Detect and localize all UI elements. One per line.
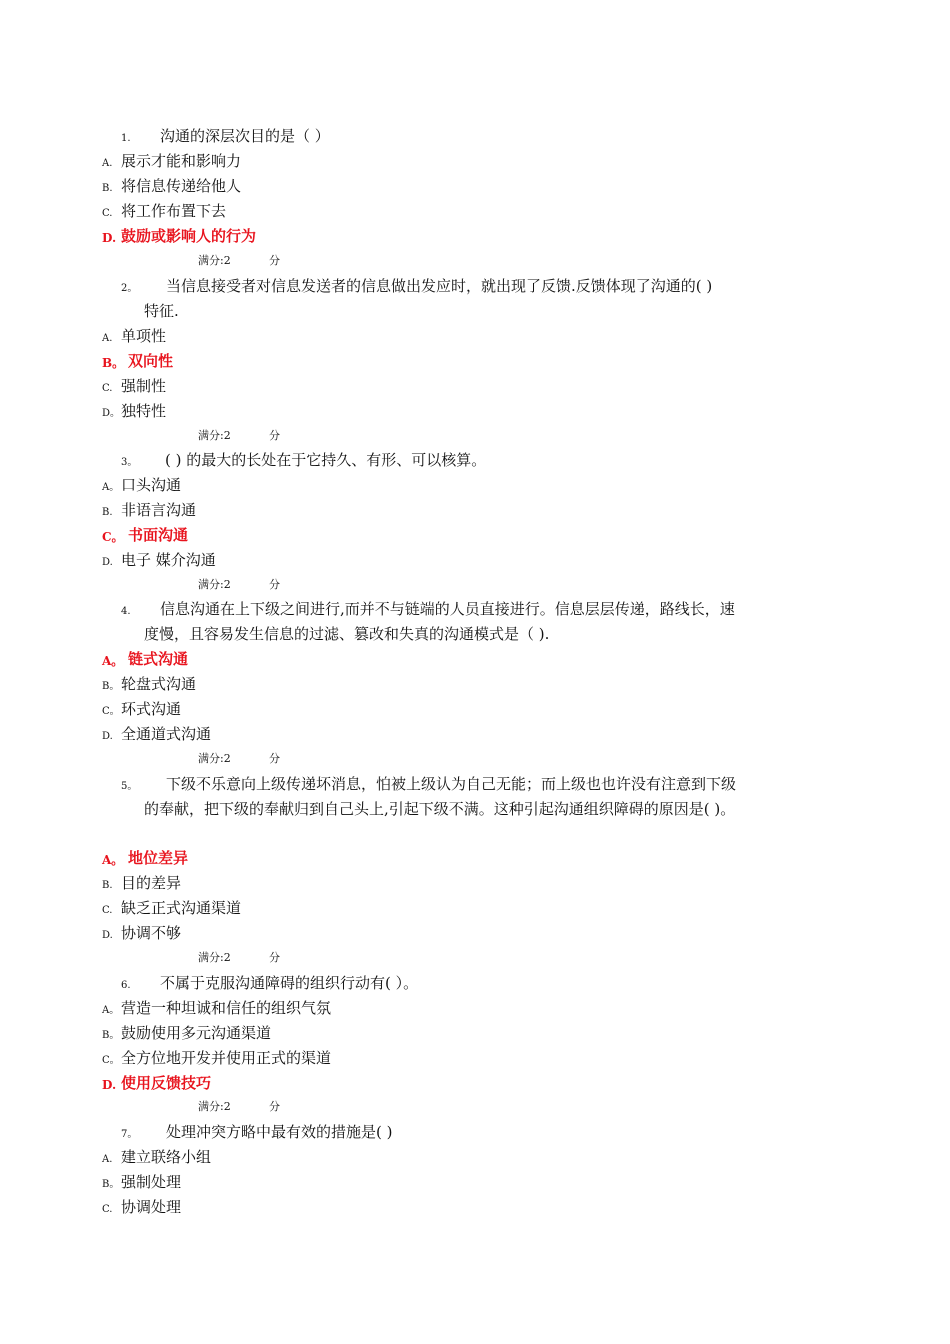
score-label: 满分:2 <box>198 578 231 591</box>
score-label: 满分:2 <box>198 1100 231 1113</box>
option-text: 展示才能和影响力 <box>121 152 242 170</box>
option-text: 全通道式沟通 <box>121 725 212 743</box>
option-text: 协调处理 <box>121 1198 182 1216</box>
option-letter: A. <box>102 1154 113 1165</box>
option-letter: B. <box>102 507 113 518</box>
question-text: ( ) 的最大的长处在于它持久、有形、可以核算。 <box>165 451 487 469</box>
option-letter: B。 <box>102 1179 120 1190</box>
option-letter: D. <box>102 930 113 941</box>
question-text: 沟通的深层次目的是（ ） <box>160 127 330 145</box>
question-text-continued: 的奉献，把下级的奉献归到自己头上,引起下级不满。这种引起沟通组织障碍的原因是( )。 <box>144 800 736 818</box>
option-letter: A. <box>102 333 113 344</box>
option-text: 鼓励使用多元沟通渠道 <box>121 1024 272 1042</box>
score-label: 满分:2 <box>198 254 231 267</box>
option-text: 营造一种坦诚和信任的组织气氛 <box>121 999 332 1017</box>
question-text-continued: 度慢，且容易发生信息的过滤、篡改和失真的沟通模式是（ ). <box>144 625 550 643</box>
question-number: 5。 <box>121 781 138 792</box>
option-letter: C。 <box>102 1055 120 1066</box>
option-text: 全方位地开发并使用正式的渠道 <box>121 1049 332 1067</box>
option-letter: C。 <box>102 706 120 717</box>
question-text: 下级不乐意向上级传递坏消息，怕被上级认为自己无能；而上级也也许没有注意到下级 <box>166 775 737 793</box>
option-text: 书面沟通 <box>128 526 189 544</box>
option-text: 缺乏正式沟通渠道 <box>121 899 242 917</box>
question-text: 处理冲突方略中最有效的措施是( ) <box>166 1123 393 1141</box>
option-letter: B. <box>102 880 113 891</box>
question-number: 2。 <box>121 283 138 294</box>
score-unit: 分 <box>269 578 280 591</box>
question-text-continued: 特征. <box>144 302 179 320</box>
question-number: 1. <box>121 133 131 144</box>
question-number: 3。 <box>121 457 138 468</box>
question-text: 信息沟通在上下级之间进行,而并不与链端的人员直接进行。信息层层传递，路线长，速 <box>160 600 735 618</box>
score-label: 满分:2 <box>198 951 231 964</box>
option-letter: C. <box>102 905 113 916</box>
option-text: 将信息传递给他人 <box>121 177 242 195</box>
question-number: 4. <box>121 606 131 617</box>
option-letter: C. <box>102 208 113 219</box>
option-text: 口头沟通 <box>121 476 182 494</box>
option-text: 强制处理 <box>121 1173 182 1191</box>
option-letter: A. <box>102 158 113 169</box>
option-text: 环式沟通 <box>121 700 182 718</box>
score-unit: 分 <box>269 254 280 267</box>
question-number: 6. <box>121 980 131 991</box>
score-label: 满分:2 <box>198 429 231 442</box>
option-letter: B。 <box>102 1030 120 1041</box>
option-letter: C. <box>102 383 113 394</box>
option-text: 使用反馈技巧 <box>121 1074 212 1092</box>
option-text: 目的差异 <box>121 874 182 892</box>
option-letter: B。 <box>102 681 120 692</box>
option-letter: D. <box>102 731 113 742</box>
option-text: 强制性 <box>121 377 167 395</box>
option-text: 双向性 <box>128 352 174 370</box>
option-text: 将工作布置下去 <box>121 202 227 220</box>
question-number: 7。 <box>121 1129 138 1140</box>
option-text: 非语言沟通 <box>121 501 197 519</box>
option-letter: A。 <box>102 853 124 867</box>
option-text: 独特性 <box>121 402 167 420</box>
question-text: 不属于克服沟通障碍的组织行动有( ）。 <box>160 974 419 992</box>
option-letter: B。 <box>102 356 125 370</box>
option-text: 地位差异 <box>128 849 189 867</box>
score-unit: 分 <box>269 951 280 964</box>
option-letter: B. <box>102 183 113 194</box>
option-letter: A。 <box>102 1005 120 1016</box>
option-text: 建立联络小组 <box>121 1148 212 1166</box>
option-letter: A。 <box>102 482 120 493</box>
option-text: 电子 媒介沟通 <box>121 551 216 569</box>
option-letter: A。 <box>102 654 124 668</box>
score-unit: 分 <box>269 429 280 442</box>
option-letter: C. <box>102 1204 113 1215</box>
option-letter: D. <box>102 1078 117 1092</box>
option-letter: C。 <box>102 530 124 544</box>
score-unit: 分 <box>269 752 280 765</box>
question-text: 当信息接受者对信息发送者的信息做出发应时，就出现了反馈.反馈体现了沟通的( ) <box>166 277 713 295</box>
option-letter: D. <box>102 231 117 245</box>
option-text: 链式沟通 <box>128 650 189 668</box>
option-text: 轮盘式沟通 <box>121 675 197 693</box>
option-letter: D。 <box>102 408 121 419</box>
score-unit: 分 <box>269 1100 280 1113</box>
score-label: 满分:2 <box>198 752 231 765</box>
option-text: 单项性 <box>121 327 167 345</box>
option-text: 协调不够 <box>121 924 182 942</box>
option-text: 鼓励或影响人的行为 <box>121 227 257 245</box>
option-letter: D. <box>102 557 113 568</box>
